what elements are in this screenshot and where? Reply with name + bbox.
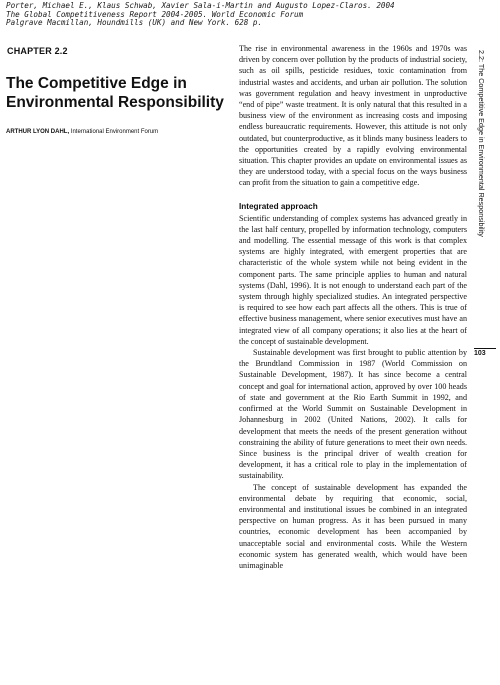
author-affiliation: International Environment Forum (70, 129, 159, 135)
handwritten-line: Palgrave Macmillan, Houndmills (UK) and New York. 628 p. (6, 18, 263, 28)
running-head: 2.2: The Competitive Edge in Environmental Responsibility (477, 50, 486, 237)
handwritten-citation (6, 2, 406, 28)
body-paragraph: Scientific understanding of complex systems has advanced greatly in the last half century, propelled by information technology, computers and modelling. The essential message of this work is that complex systems are highly integrated, with emergent properties that are characteristic of the whole system while not being evident in the component parts. The same principle applies to human and natural systems (Dahl, 1996). It is not enough to understand each part of the system through highly specialized studies. An integrated perspective is required to see how each part affects all the others. This is true of effective business management, where senior executives must have an integrated view of all company operations; it also lies at the heart of the concept of sustainable development. (239, 213, 467, 346)
page-title: The Competitive Edge in Environmental Responsibility (6, 75, 224, 111)
body-column (239, 43, 467, 571)
author-name: ARTHUR LYON DAHL, (6, 129, 70, 135)
chapter-label: CHAPTER 2.2 (7, 46, 68, 56)
handwritten-line: The Global Competitiveness Report 2004-2005. World Economic Forum (6, 9, 304, 19)
section-heading: Integrated approach (239, 201, 318, 211)
handwritten-line: Porter, Michael E., Klaus Schwab, Xavier Sala-i-Martin and Augusto Lopez-Claros. 2004 (6, 1, 395, 10)
author-line (6, 129, 236, 135)
page-number: 103 (474, 348, 496, 358)
body-paragraph: The concept of sustainable development has expanded the environmental debate by requiring that economic, social, environmental and institutional issues be combined in an integrated perspective on human progress. As it has been pursued in many countries, economic development has been accompanied by unacceptable social and environmental costs. While the Western economic system has generated wealth, which would have been unimaginable (239, 482, 467, 570)
intro-paragraph: The rise in environmental awareness in the 1960s and 1970s was driven by concern over pollution by the products of industrial society, such as oil spills, pesticide residues, toxic contamination from industrial wastes and accidents, and urban air pollution. The solution was government regulation and heavy investment in unproductive “end of pipe” waste treatment. It is only natural that this resulted in a business view of the environment as increasing costs and imposing endless bureaucratic requirements. However, this attitude is not only outdated, but counterproductive, as it blinds many business leaders to the opportunities created by a rapidly evolving environmental situation. This chapter provides an update on environmental issues as they are understood today, with a special focus on the ways business can profit from the situation to gain a competitive edge. (239, 44, 467, 188)
body-paragraph: Sustainable development was first brought to public attention by the Brundtland Commission in 1987 (World Commission on Sustainable Development, 1987). It has since become a central concept and goal for international action, approved by over 100 heads of state and government at the Rio Earth Summit in 1992, and confirmed at the World Summit on Sustainable Development in Johannesburg in 2002 (United Nations, 2002). It calls for development that meets the needs of the present generation without constraining the ability of future generations to meet their own needs. Since business is the principal driver of wealth creation for development, it has a critical role to play in the implementation of sustainability. (239, 348, 467, 481)
